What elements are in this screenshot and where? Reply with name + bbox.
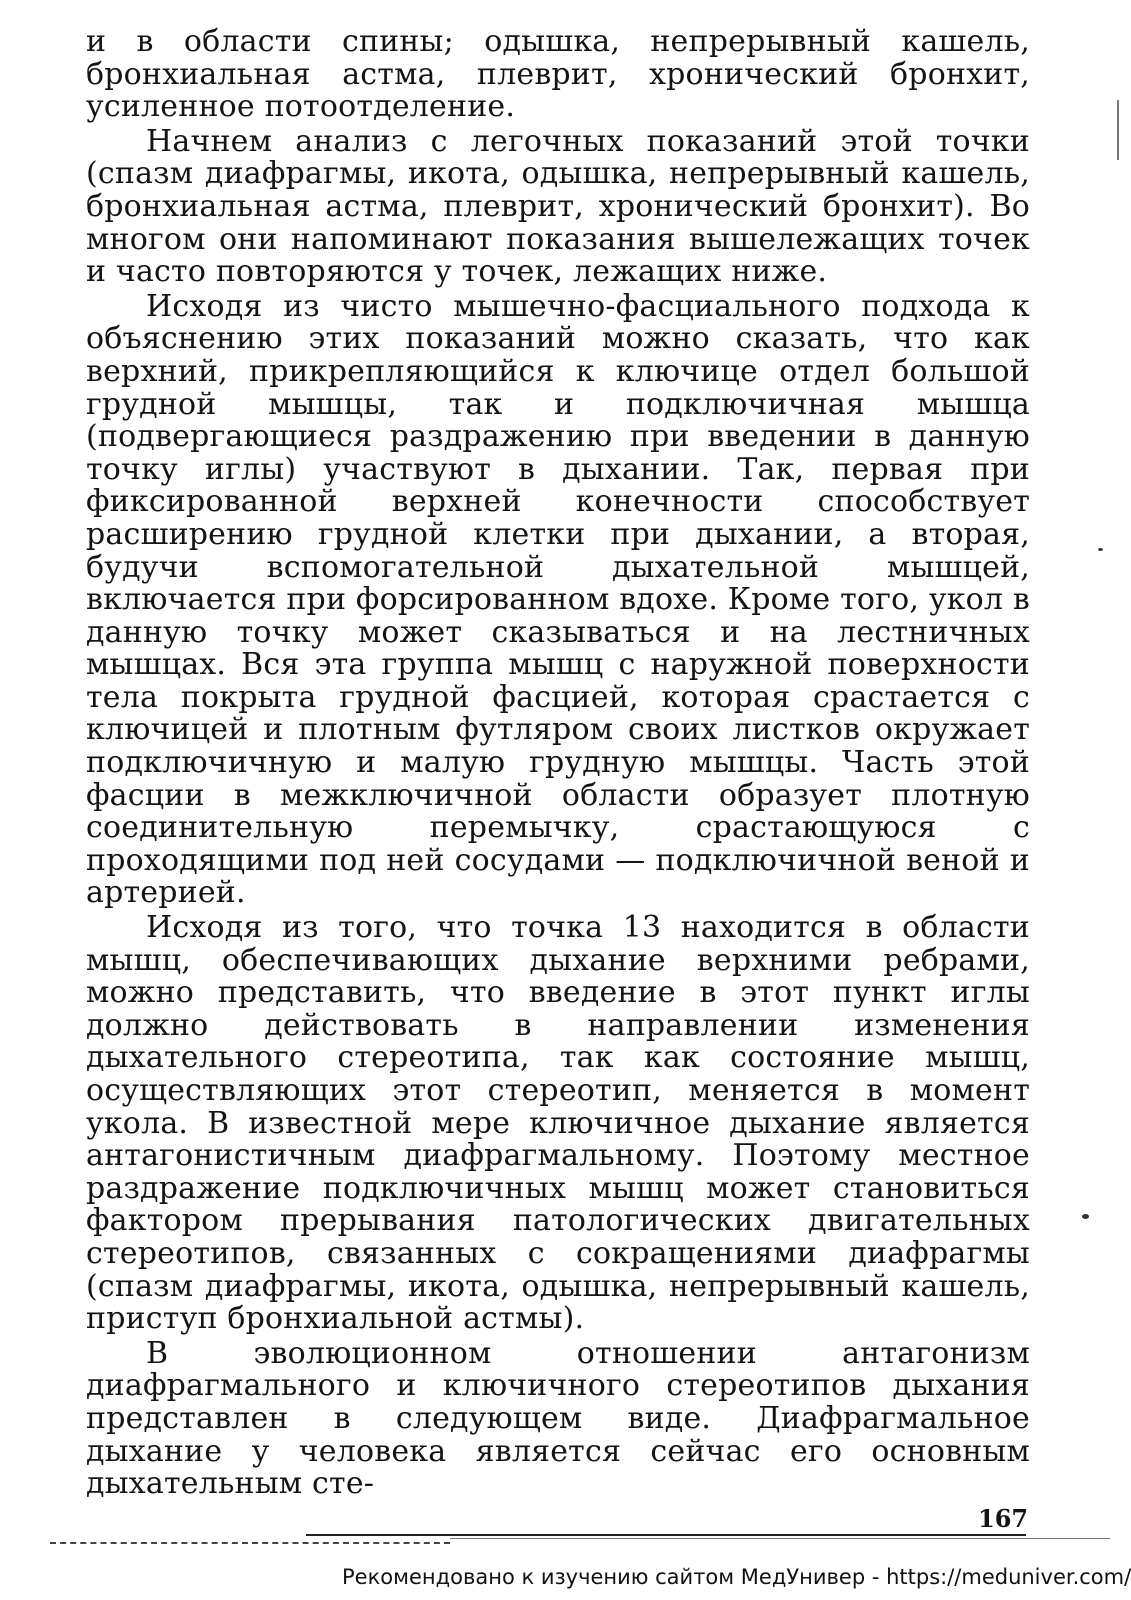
scan-speck [1098, 548, 1103, 551]
paragraph-continuation: и в области спины; одышка, непрерывный кашель, бронхиальная астма, плеврит, хронический бронхит, усиленное потоотделение. [86, 24, 1030, 125]
paragraph-point-13: Исходя из того, что точка 13 находится в области мышц, обеспечивающих дыхание верхними ребрами, можно представить, что введение в этот пункт иглы должно действовать в направлении изменения дыхательного стереотипа, так как состояние мышц, осуществляющих этот стереотип, меняется в момент укола. В известной мере ключичное дыхание является антагонистичным диафрагмальному. Поэтому местное раздражение подключичных мышц может становиться фактором прерывания патологических двигательных стереотипов, связанных с сокращениями диафрагмы (спазм диафрагмы, икота, одышка, непрерывный кашель, приступ бронхиальной астмы). [86, 910, 1030, 1337]
page-body [86, 26, 1030, 1501]
footer-watermark: Рекомендовано к изучению сайтом МедУнивер - https://meduniver.com/ [342, 1565, 1131, 1589]
footer-rule-dashed [50, 1542, 450, 1544]
footer-rule [306, 1534, 1026, 1536]
scan-speck [1082, 1214, 1089, 1219]
paragraph-evolution: В эволюционном отношении антагонизм диафрагмального и ключичного стереотипов дыхания представлен в следующем виде. Диафрагмальное дыхание у человека является сейчас его основным дыхательным сте- [86, 1335, 1030, 1502]
paragraph-lung-indications: Начнем анализ с легочных показаний этой точки (спазм диафрагмы, икота, одышка, непрерывный кашель, бронхиальная астма, плеврит, хронический бронхит). Во многом они напоминают показания вышележащих точек и часто повторяются у точек, лежащих ниже. [86, 123, 1030, 290]
page-number: 167 [978, 1504, 1029, 1533]
scan-edge-mark [1117, 100, 1119, 160]
footer-rule-thin [450, 1538, 1110, 1539]
paragraph-muscle-fascial: Исходя из чисто мышечно-фасциального подхода к объяснению этих показаний можно сказать, что как верхний, прикрепляющийся к ключице отдел большой грудной мышцы, так и подключичная мышца (подвергающиеся раздражению при введении в данную точку иглы) участвуют в дыхании. Так, первая при фиксированной верхней конечности способствует расширению грудной клетки при дыхании, а вторая, будучи вспомогательной дыхательной мышцей, включается при форсированном вдохе. Кроме того, укол в данную точку может сказываться и на лестничных мышцах. Вся эта группа мышц с наружной поверхности тела покрыта грудной фасцией, которая срастается с ключицей и плотным футляром своих листков окружает подключичную и малую грудную мышцы. Часть этой фасции в межключичной области образует плотную соединительную перемычку, срастающуюся с проходящими под ней сосудами — подключичной веной и артерией. [86, 288, 1030, 911]
